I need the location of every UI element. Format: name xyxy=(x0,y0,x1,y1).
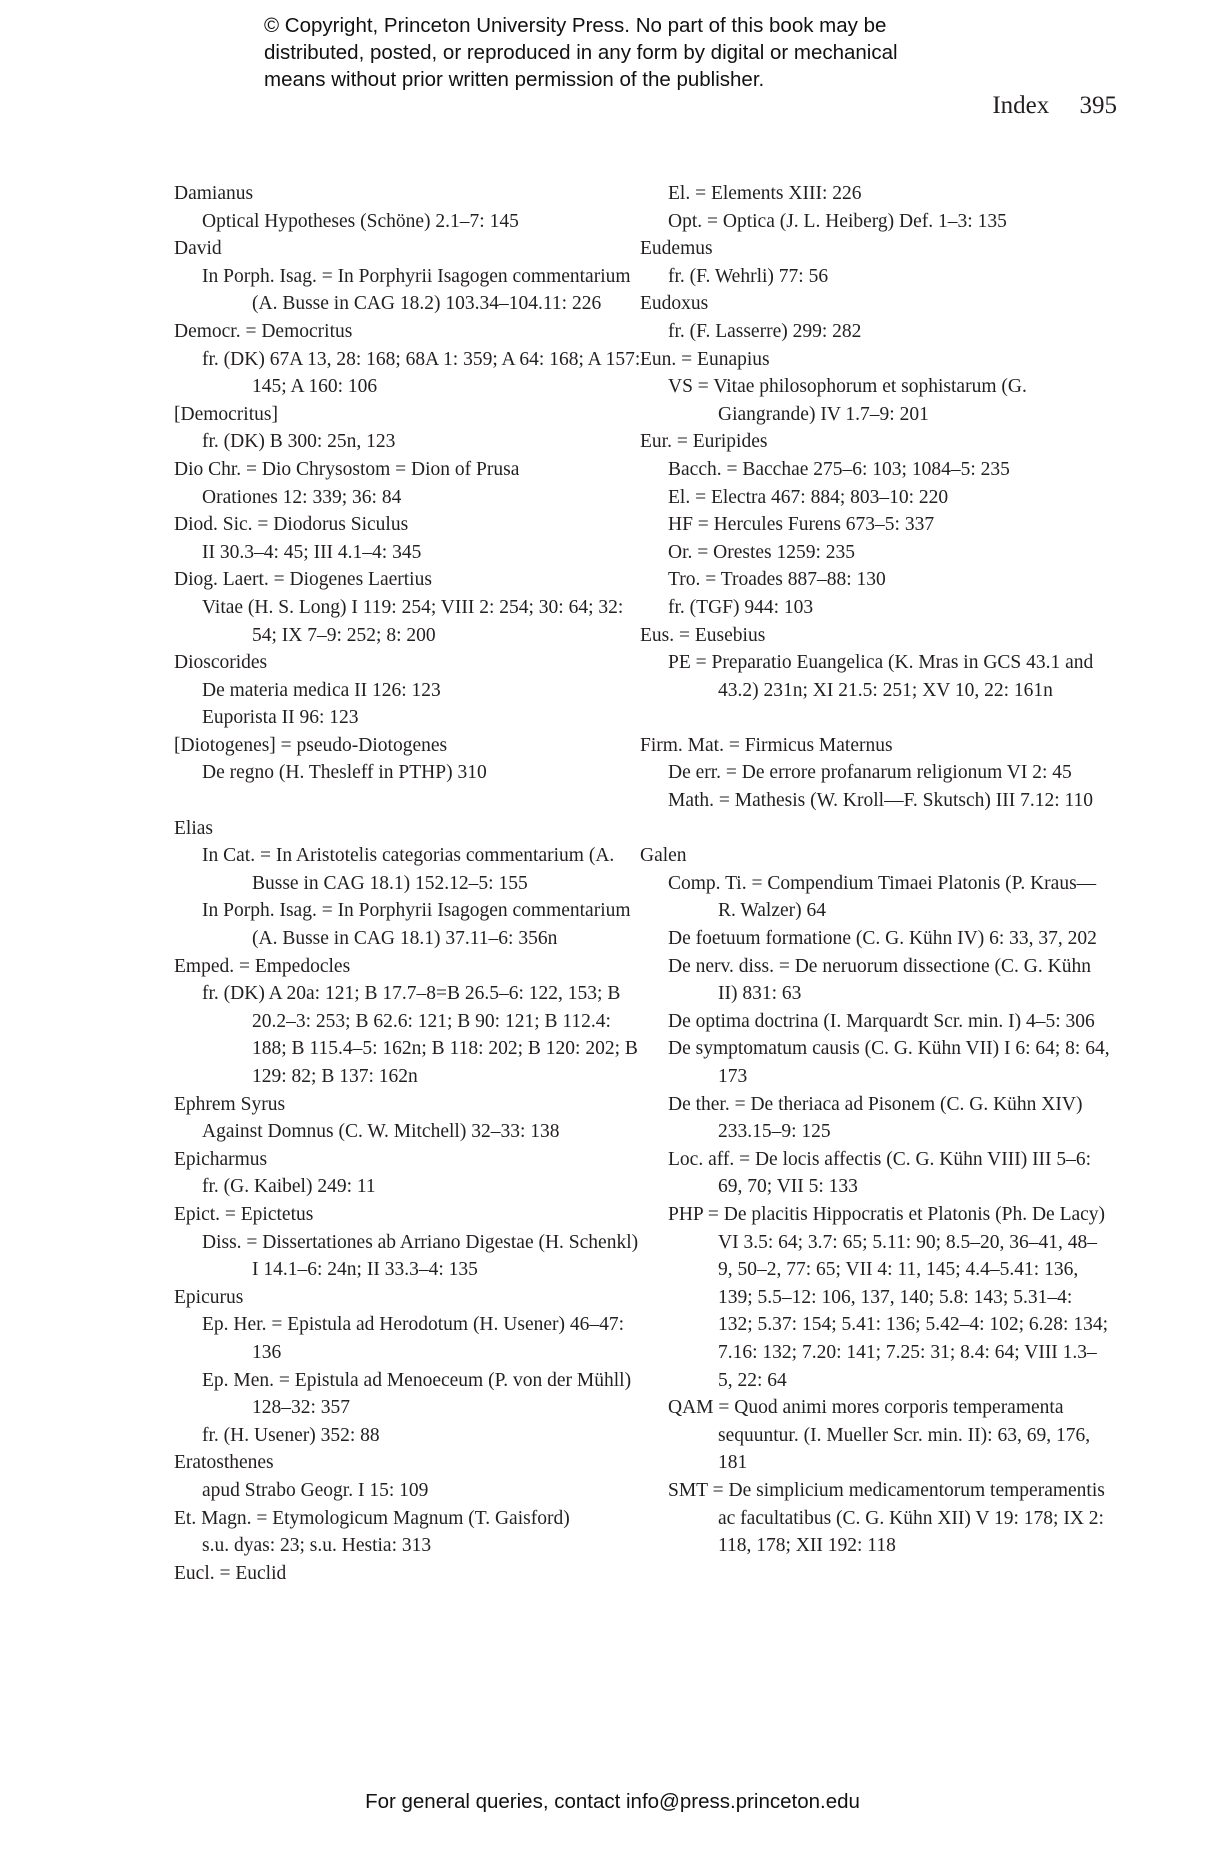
running-head xyxy=(992,92,1117,120)
index-heading: Dioscorides xyxy=(174,652,268,674)
index-heading: Eucl. = Euclid xyxy=(174,1562,287,1584)
section-gap xyxy=(640,704,1110,732)
index-subentry: PHP = De placitis Hippocratis et Platonis (Ph. De Lacy) VI 3.5: 64; 3.7: 65; 5.11: 90; 8.5–20, 36–41, 48–9, 50–2, 77: 65; VII 4: 11, 145; 4.4–5.41: 136, 139; 5.5–12: 106, 137, 140; 5.8: 143; 5.31–4: 132; 5.37: 154; 5.41: 136; 5.42–4: 102; 6.28: 134; 7.16: 132; 7.20: 141; 7.25: 31; 8.4: 64; VIII 1.3–5, 22: 64 xyxy=(668,1203,1109,1391)
index-subentry: Bacch. = Bacchae 275–6: 103; 1084–5: 235 xyxy=(668,458,1010,480)
index-subentry: fr. (F. Wehrli) 77: 56 xyxy=(668,265,829,287)
index-subentry: II 30.3–4: 45; III 4.1–4: 345 xyxy=(202,541,422,563)
index-subentry: El. = Electra 467: 884; 803–10: 220 xyxy=(668,486,949,508)
index-subentry: In Cat. = In Aristotelis categorias commentarium (A. Busse in CAG 18.1) 152.12–5: 155 xyxy=(202,845,615,894)
index-subentry: Ep. Men. = Epistula ad Menoeceum (P. von der Mühll) 128–32: 357 xyxy=(202,1369,632,1419)
index-subentry: Euporista II 96: 123 xyxy=(202,707,359,729)
footer-contact: For general queries, contact info@press.princeton.edu xyxy=(365,1790,860,1813)
index-heading: Epicharmus xyxy=(174,1148,268,1170)
index-heading: Eus. = Eusebius xyxy=(640,624,766,646)
index-subentry: fr. (F. Lasserre) 299: 282 xyxy=(668,320,862,342)
index-subentry: VS = Vitae philosophorum et sophistarum (G. Giangrande) IV 1.7–9: 201 xyxy=(668,376,1027,425)
index-heading: Eudoxus xyxy=(640,293,709,315)
section-gap xyxy=(640,815,1110,843)
index-heading: Diod. Sic. = Diodorus Siculus xyxy=(174,514,409,536)
index-subentry: Vitae (H. S. Long) I 119: 254; VIII 2: 254; 30: 64; 32: 54; IX 7–9: 252; 8: 200 xyxy=(202,596,624,646)
index-heading: Epicurus xyxy=(174,1286,244,1308)
index-heading: Emped. = Empedocles xyxy=(174,955,351,977)
index-subentry: Loc. aff. = De locis affectis (C. G. Kühn VIII) III 5–6: 69, 70; VII 5: 133 xyxy=(668,1148,1092,1198)
index-subentry: Diss. = Dissertationes ab Arriano Digestae (H. Schenkl) I 14.1–6: 24n; II 33.3–4: 135 xyxy=(202,1231,639,1281)
index-heading: David xyxy=(174,238,222,260)
index-subentry: Opt. = Optica (J. L. Heiberg) Def. 1–3: 135 xyxy=(668,210,1007,232)
index-subentry: fr. (TGF) 944: 103 xyxy=(668,596,814,618)
index-subentry: De materia medica II 126: 123 xyxy=(202,679,441,701)
index-subentry: Comp. Ti. = Compendium Timaei Platonis (P. Kraus—R. Walzer) 64 xyxy=(668,872,1097,922)
index-subentry: fr. (DK) 67A 13, 28: 168; 68A 1: 359; A 64: 168; A 157: 145; A 160: 106 xyxy=(202,348,641,398)
index-heading: Firm. Mat. = Firmicus Maternus xyxy=(640,734,893,756)
copyright-line-3: means without prior written permission of the publisher. xyxy=(264,68,765,91)
index-heading: [Diotogenes] = pseudo-Diotogenes xyxy=(174,734,448,756)
section-gap xyxy=(174,787,644,815)
index-heading: Galen xyxy=(640,845,687,867)
index-heading: Epict. = Epictetus xyxy=(174,1203,314,1225)
index-subentry: PE = Preparatio Euangelica (K. Mras in GCS 43.1 and 43.2) 231n; XI 21.5: 251; XV 10, 22: 161n xyxy=(668,652,1094,701)
index-subentry: fr. (DK) B 300: 25n, 123 xyxy=(202,431,396,453)
running-head-title: Index xyxy=(992,92,1050,119)
index-subentry: apud Strabo Geogr. I 15: 109 xyxy=(202,1479,429,1501)
index-heading: Diog. Laert. = Diogenes Laertius xyxy=(174,569,432,591)
index-subentry: Against Domnus (C. W. Mitchell) 32–33: 138 xyxy=(202,1121,560,1143)
index-subentry: QAM = Quod animi mores corporis temperamenta sequuntur. (I. Mueller Scr. min. II): 63, 69, 176, 181 xyxy=(668,1397,1091,1474)
index-subentry: De regno (H. Thesleff in PTHP) 310 xyxy=(202,762,487,784)
index-heading: Ephrem Syrus xyxy=(174,1093,286,1115)
index-subentry: De ther. = De theriaca ad Pisonem (C. G. Kühn XIV) 233.15–9: 125 xyxy=(668,1093,1083,1143)
copyright-line-1: © Copyright, Princeton University Press. No part of this book may be xyxy=(264,14,887,37)
index-heading: [Democritus] xyxy=(174,403,278,425)
index-subentry: Or. = Orestes 1259: 235 xyxy=(668,541,856,563)
index-subentry: In Porph. Isag. = In Porphyrii Isagogen commentarium (A. Busse in CAG 18.2) 103.34–104.11: 226 xyxy=(202,265,631,315)
index-column-right xyxy=(640,180,1110,1560)
index-subentry: HF = Hercules Furens 673–5: 337 xyxy=(668,514,935,536)
index-subentry: Tro. = Troades 887–88: 130 xyxy=(668,569,886,591)
index-heading: Elias xyxy=(174,817,213,839)
index-subentry: Ep. Her. = Epistula ad Herodotum (H. Usener) 46–47: 136 xyxy=(202,1314,625,1363)
index-subentry: Math. = Mathesis (W. Kroll—F. Skutsch) III 7.12: 110 xyxy=(668,790,1094,812)
index-heading: Dio Chr. = Dio Chrysostom = Dion of Prusa xyxy=(174,458,520,480)
page-number: 395 xyxy=(1079,92,1117,119)
index-heading: Eun. = Eunapius xyxy=(640,348,770,370)
index-subentry: De nerv. diss. = De neruorum dissectione (C. G. Kühn II) 831: 63 xyxy=(668,955,1091,1005)
index-heading: Eudemus xyxy=(640,238,713,260)
index-subentry: Optical Hypotheses (Schöne) 2.1–7: 145 xyxy=(202,210,519,232)
index-subentry: De err. = De errore profanarum religionum VI 2: 45 xyxy=(668,762,1072,784)
index-subentry: De optima doctrina (I. Marquardt Scr. min. I) 4–5: 306 xyxy=(668,1010,1095,1032)
index-subentry: s.u. dyas: 23; s.u. Hestia: 313 xyxy=(202,1535,432,1557)
index-subentry: fr. (G. Kaibel) 249: 11 xyxy=(202,1176,376,1198)
index-heading: Eratosthenes xyxy=(174,1452,274,1474)
index-subentry: fr. (H. Usener) 352: 88 xyxy=(202,1424,380,1446)
index-heading: Democr. = Democritus xyxy=(174,320,353,342)
index-heading: Damianus xyxy=(174,183,254,204)
copyright-line-2: distributed, posted, or reproduced in any form by digital or mechanical xyxy=(264,41,898,64)
copyright-notice xyxy=(264,12,1024,93)
index-subentry: SMT = De simplicium medicamentorum temperamentis ac facultatibus (C. G. Kühn XII) V 19: 178; IX 2: 118, 178; XII 192: 118 xyxy=(668,1479,1105,1557)
index-subentry: In Porph. Isag. = In Porphyrii Isagogen commentarium (A. Busse in CAG 18.1) 37.11–6: 356n xyxy=(202,900,631,950)
index-heading: Et. Magn. = Etymologicum Magnum (T. Gaisford) xyxy=(174,1507,570,1529)
index-heading: Eur. = Euripides xyxy=(640,431,768,453)
index-column-left xyxy=(174,180,644,1587)
index-subentry: El. = Elements XIII: 226 xyxy=(668,183,862,204)
index-subentry: De symptomatum causis (C. G. Kühn VII) I 6: 64; 8: 64, 173 xyxy=(668,1038,1110,1087)
index-subentry: De foetuum formatione (C. G. Kühn IV) 6: 33, 37, 202 xyxy=(668,928,1097,950)
index-subentry: fr. (DK) A 20a: 121; B 17.7–8=B 26.5–6: 122, 153; B 20.2–3: 253; B 62.6: 121; B 90: 121; B 112.4: 188; B 115.4–5: 162n; B 118: 202; B 120: 202; B 129: 82; B 137: 162n xyxy=(202,983,638,1087)
index-subentry: Orationes 12: 339; 36: 84 xyxy=(202,486,402,508)
